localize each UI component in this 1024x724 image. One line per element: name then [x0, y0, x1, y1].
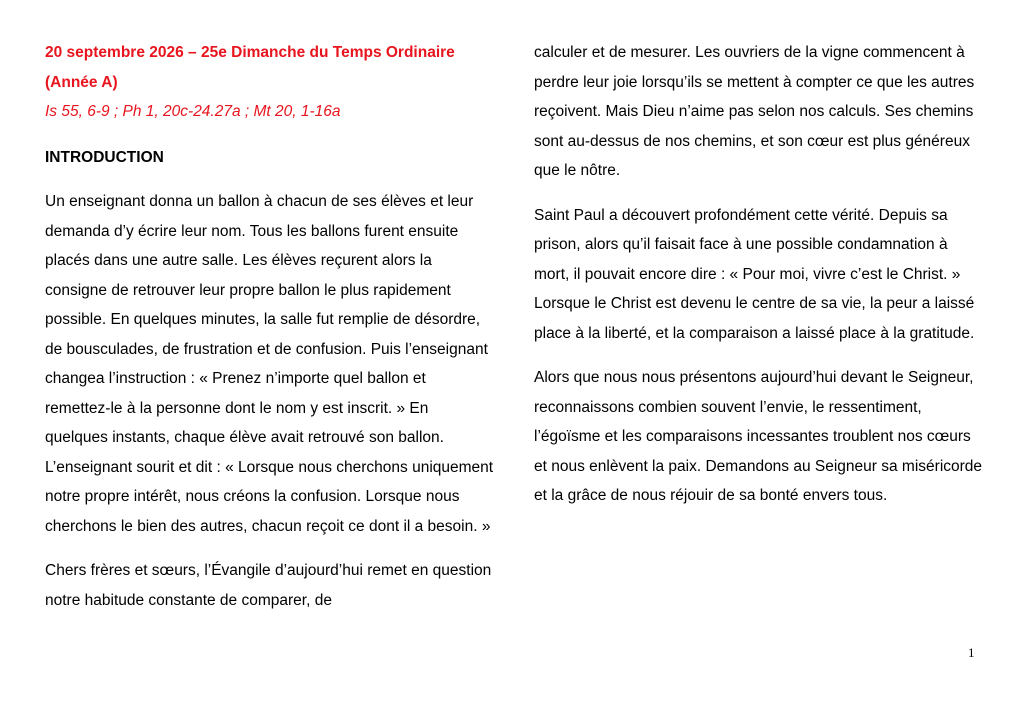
paragraph: calculer et de mesurer. Les ouvriers de la vigne commencent à perdre leur joie lorsqu’ils se mettent à compter ce que les autres reçoivent. Mais Dieu n’aime pas selon nos calculs. Ses chemins sont au-dessus de nos chemins, et son cœur est plus généreux que le nôtre. — [534, 44, 975, 179]
right-column — [534, 38, 984, 511]
scripture-references: Is 55, 6-9 ; Ph 1, 20c-24.27a ; Mt 20, 1-16a — [45, 103, 341, 120]
section-title: INTRODUCTION — [45, 148, 164, 166]
document-title: 20 septembre 2026 – 25e Dimanche du Temps Ordinaire (Année A) — [45, 44, 455, 91]
paragraph: Alors que nous nous présentons aujourd’hui devant le Seigneur, reconnaissons combien souvent l’envie, le ressentiment, l’égoïsme et les comparaisons incessantes troublent nos cœurs et nous enlèvent la paix. Demandons au Seigneur sa miséricorde et la grâce de nous réjouir de sa bonté envers tous. — [534, 369, 983, 504]
paragraph: Saint Paul a découvert profondément cette vérité. Depuis sa prison, alors qu’il faisait face à une possible condamnation à mort, il pouvait encore dire : « Pour moi, vivre c’est le Christ. » Lorsque le Christ est devenu le centre de sa vie, la peur a laissé place à la liberté, et la comparaison a laissé place à la gratitude. — [534, 206, 975, 342]
left-column — [45, 38, 495, 615]
paragraph: Un enseignant donna un ballon à chacun de ses élèves et leur demanda d’y écrire leur nom. Tous les ballons furent ensuite placés dans une autre salle. Les élèves reçurent alors la consigne de retrouver leur propre ballon le plus rapidement possible. En quelques minutes, la salle fut remplie de désordre, de bousculades, de frustration et de confusion. Puis l’enseignant changea l’instruction : « Prenez n’importe quel ballon et remettez-le à la personne dont le nom y est inscrit. » En quelques instants, chaque élève avait retrouvé son ballon. L’enseignant sourit et dit : « Lorsque nous cherchons uniquement notre propre intérêt, nous créons la confusion. Lorsque nous cherchons le bien des autres, chacun reçoit ce dont il a besoin. » — [45, 193, 494, 535]
paragraph: Chers frères et sœurs, l’Évangile d’aujourd’hui remet en question notre habitude constante de comparer, de — [45, 562, 492, 609]
page-number: 1 — [968, 645, 975, 660]
